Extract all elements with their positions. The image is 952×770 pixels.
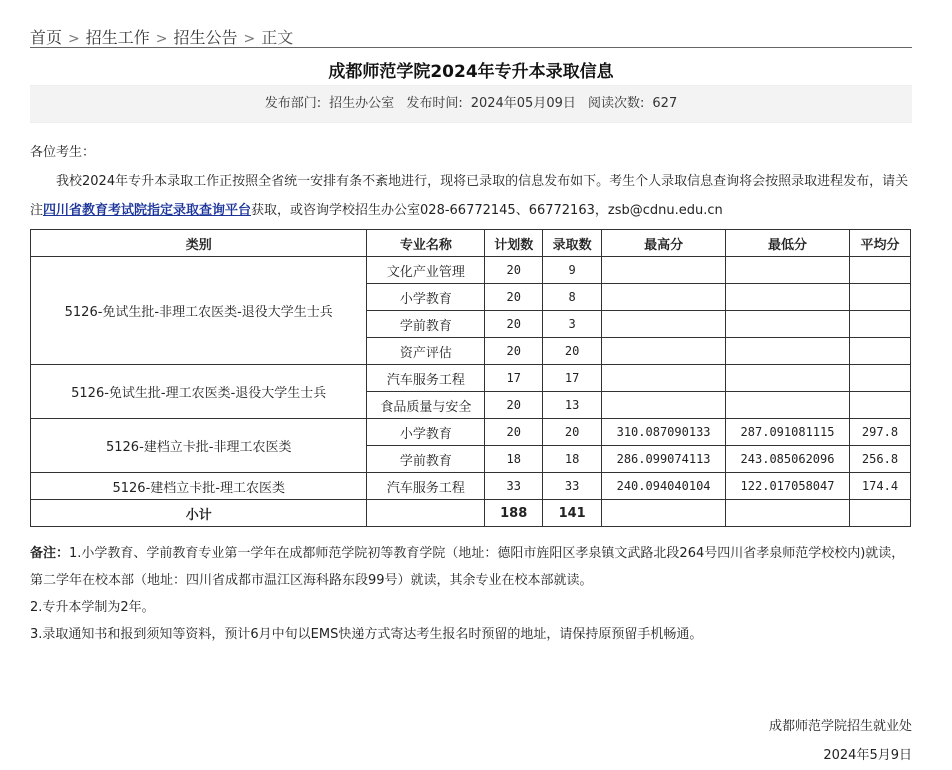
note-3: 3.录取通知书和报到须知等资料，预计6月中旬以EMS快递方式寄达考生报名时预留的地址，请保持原预留手机畅通。 (30, 627, 703, 642)
max-cell (602, 311, 726, 338)
avg-cell (849, 257, 910, 284)
admit-cell: 18 (543, 446, 602, 473)
avg-cell: 297.8 (849, 419, 910, 446)
max-cell (602, 257, 726, 284)
min-cell: 243.085062096 (726, 446, 850, 473)
article-meta (30, 85, 912, 123)
subtotal-avg-empty (849, 500, 910, 527)
breadcrumb-home-link[interactable]: 首页 (30, 28, 63, 47)
meta-dept: 招生办公室 (329, 96, 395, 111)
intro-text-2: 获取，或咨询学校招生办公室028-66772145、66772163，zsb@cdnu.edu.cn (251, 203, 723, 218)
subtotal-max-empty (602, 500, 726, 527)
breadcrumb (30, 25, 293, 47)
notes-section (30, 540, 912, 648)
admit-cell: 8 (543, 284, 602, 311)
subtotal-admit: 141 (543, 500, 602, 527)
avg-cell (849, 311, 910, 338)
meta-time-label: 发布时间: (406, 96, 463, 111)
major-cell: 小学教育 (367, 284, 485, 311)
avg-cell: 174.4 (849, 473, 910, 500)
table-row (31, 419, 911, 446)
breadcrumb-notices-link[interactable]: 招生公告 (173, 28, 238, 47)
plan-cell: 20 (485, 284, 543, 311)
max-cell (602, 284, 726, 311)
table-row (31, 473, 911, 500)
article-title: 成都师范学院2024年专升本录取信息 (328, 62, 614, 82)
breadcrumb-separator: > (243, 31, 256, 47)
subtotal-major-empty (367, 500, 485, 527)
subtotal-label: 小计 (31, 500, 367, 527)
breadcrumb-admissions-link[interactable]: 招生工作 (85, 28, 150, 47)
max-cell: 240.094040104 (602, 473, 726, 500)
col-header-max: 最高分 (602, 230, 726, 257)
plan-cell: 17 (485, 365, 543, 392)
major-cell: 小学教育 (367, 419, 485, 446)
min-cell: 287.091081115 (726, 419, 850, 446)
col-header-major: 专业名称 (367, 230, 485, 257)
col-header-avg: 平均分 (849, 230, 910, 257)
subtotal-plan: 188 (485, 500, 543, 527)
subtotal-min-empty (726, 500, 850, 527)
admit-cell: 9 (543, 257, 602, 284)
max-cell (602, 392, 726, 419)
major-cell: 学前教育 (367, 446, 485, 473)
col-header-min: 最低分 (726, 230, 850, 257)
admit-cell: 20 (543, 338, 602, 365)
admit-cell: 20 (543, 419, 602, 446)
breadcrumb-current: 正文 (261, 28, 294, 47)
signature-org: 成都师范学院招生就业处 (768, 719, 912, 734)
major-cell: 资产评估 (367, 338, 485, 365)
category-cell: 5126-建档立卡批-理工农医类 (31, 473, 367, 500)
major-cell: 汽车服务工程 (367, 473, 485, 500)
intro-text-1: 我校2024年专升本录取工作正按照全省统一安排有条不紊地进行，现将已录取的信息发布如下。考生个人录取信息查询将会按照录取进程发布，请关注 (30, 174, 909, 218)
plan-cell: 20 (485, 392, 543, 419)
breadcrumb-separator: > (68, 31, 80, 47)
notes-label: 备注： (30, 546, 70, 561)
max-cell: 286.099074113 (602, 446, 726, 473)
breadcrumb-separator: > (155, 31, 168, 47)
min-cell (726, 311, 850, 338)
table-row (31, 257, 911, 284)
plan-cell: 20 (485, 338, 543, 365)
plan-cell: 20 (485, 311, 543, 338)
major-cell: 食品质量与安全 (367, 392, 485, 419)
table-header-row (31, 230, 911, 257)
plan-cell: 18 (485, 446, 543, 473)
category-cell: 5126-免试生批-非理工农医类-退役大学生士兵 (31, 257, 367, 365)
avg-cell: 256.8 (849, 446, 910, 473)
col-header-category: 类别 (31, 230, 367, 257)
signature (769, 712, 912, 770)
plan-cell: 20 (485, 257, 543, 284)
admit-cell: 17 (543, 365, 602, 392)
avg-cell (849, 392, 910, 419)
max-cell (602, 365, 726, 392)
category-cell: 5126-免试生批-理工农医类-退役大学生士兵 (31, 365, 367, 419)
meta-time: 2024年05月09日 (470, 96, 576, 111)
query-platform-link[interactable]: 四川省教育考试院指定录取查询平台 (43, 203, 252, 218)
min-cell (726, 392, 850, 419)
min-cell (726, 257, 850, 284)
header-divider (30, 47, 912, 48)
major-cell: 文化产业管理 (367, 257, 485, 284)
category-cell: 5126-建档立卡批-非理工农医类 (31, 419, 367, 473)
article-body (30, 138, 912, 225)
max-cell: 310.087090133 (602, 419, 726, 446)
avg-cell (849, 338, 910, 365)
col-header-admit: 录取数 (543, 230, 602, 257)
plan-cell: 20 (485, 419, 543, 446)
note-2: 2.专升本学制为2年。 (30, 600, 155, 615)
major-cell: 学前教育 (367, 311, 485, 338)
max-cell (602, 338, 726, 365)
avg-cell (849, 284, 910, 311)
min-cell (726, 365, 850, 392)
table-row (31, 365, 911, 392)
note-1-text: 1.小学教育、学前教育专业第一学年在成都师范学院初等教育学院（地址：德阳市旌阳区孝泉镇文武路北段264号四川省孝泉师范学校校内)就读，第二学年在校本部（地址：四川省成都市温江区海科路东段99号）就读，其余专业在校本部就读。 (30, 546, 905, 588)
avg-cell (849, 365, 910, 392)
plan-cell: 33 (485, 473, 543, 500)
signature-date: 2024年5月9日 (823, 748, 912, 763)
meta-dept-label: 发布部门: (264, 96, 322, 111)
greeting: 各位考生： (30, 145, 96, 160)
meta-views: 627 (652, 96, 678, 111)
min-cell (726, 284, 850, 311)
admit-cell: 33 (543, 473, 602, 500)
major-cell: 汽车服务工程 (367, 365, 485, 392)
meta-views-label: 阅读次数: (588, 96, 645, 111)
min-cell: 122.017058047 (726, 473, 850, 500)
col-header-plan: 计划数 (485, 230, 543, 257)
subtotal-row (31, 500, 911, 527)
admission-table (30, 229, 911, 527)
intro-paragraph (30, 167, 912, 225)
note-1 (30, 540, 912, 594)
min-cell (726, 338, 850, 365)
admit-cell: 3 (543, 311, 602, 338)
admit-cell: 13 (543, 392, 602, 419)
